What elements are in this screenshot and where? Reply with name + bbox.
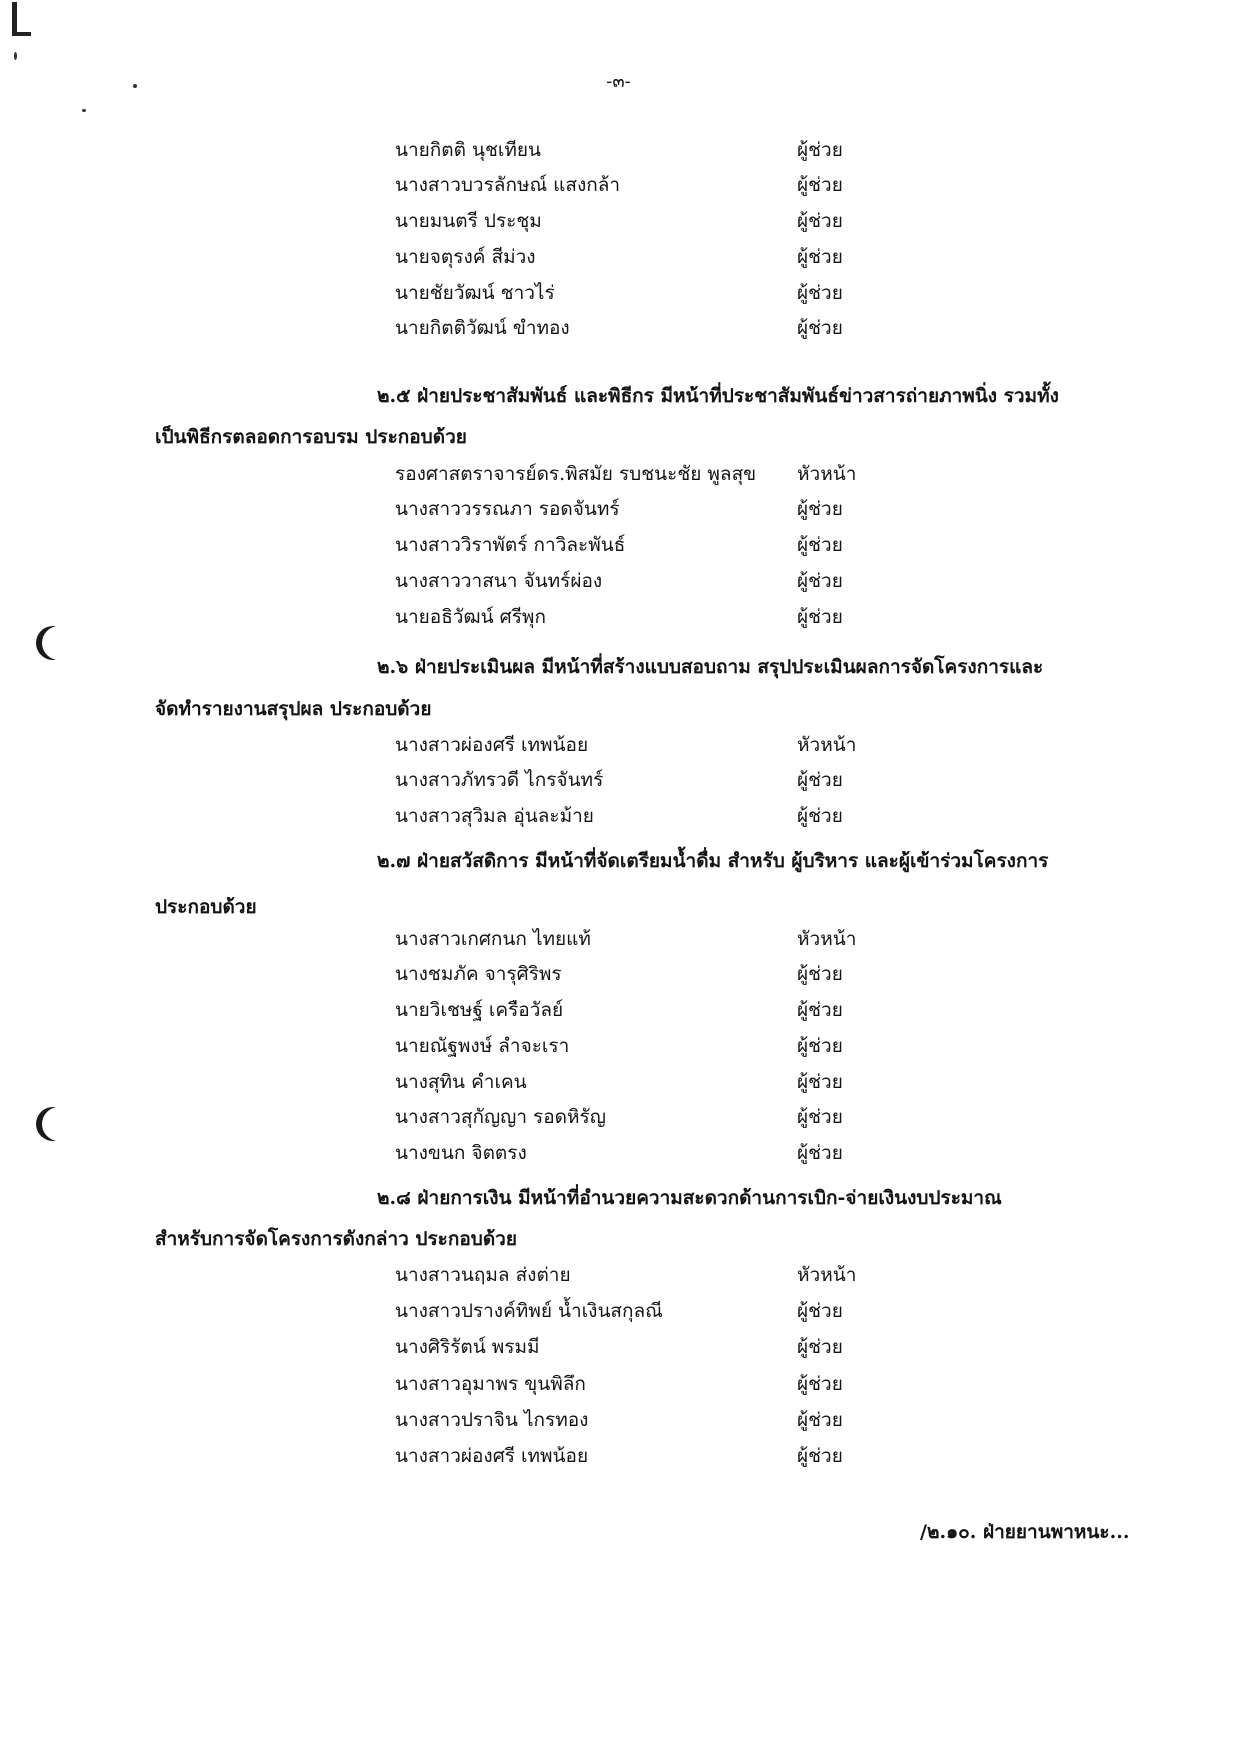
member-name: นายชัยวัฒน์ ชาวไร่ — [395, 282, 555, 304]
member-name: นางสาววาสนา จันทร์ผ่อง — [395, 570, 603, 592]
section-heading-continuation: สำหรับการจัดโครงการดังกล่าว ประกอบด้วย — [155, 1228, 517, 1250]
scan-speck — [14, 52, 17, 60]
member-role: ผู้ช่วย — [797, 317, 843, 339]
member-name: นางสาวเกศกนก ไทยแท้ — [395, 928, 591, 950]
member-role: ผู้ช่วย — [797, 1300, 843, 1322]
member-name: นางสาวอุมาพร ขุนพิลึก — [395, 1373, 586, 1395]
member-role: ผู้ช่วย — [797, 963, 843, 985]
member-role: ผู้ช่วย — [797, 174, 843, 196]
member-name: นางสาวภัทรวดี ไกรจันทร์ — [395, 769, 604, 791]
member-role: ผู้ช่วย — [797, 1106, 843, 1128]
member-role: ผู้ช่วย — [797, 210, 843, 232]
member-name: นางสาววิราพัตร์ กาวิละพันธ์ — [395, 534, 626, 556]
member-role: ผู้ช่วย — [797, 246, 843, 268]
member-name: นายอธิวัฒน์ ศรีพุก — [395, 606, 546, 628]
member-name: นางสุทิน คำเคน — [395, 1071, 527, 1093]
member-role: หัวหน้า — [797, 463, 857, 485]
member-name: นางสาวบวรลักษณ์ แสงกล้า — [395, 174, 621, 196]
member-role: ผู้ช่วย — [797, 282, 843, 304]
punch-hole-mark-upper — [42, 626, 76, 660]
member-name: นายวิเชษฐ์ เครือวัลย์ — [395, 999, 564, 1021]
member-name: นางสาวสุวิมล อุ่นละม้าย — [395, 805, 594, 827]
member-role: ผู้ช่วย — [797, 1035, 843, 1057]
section-heading-continuation: ประกอบด้วย — [155, 896, 257, 918]
member-role: ผู้ช่วย — [797, 1142, 843, 1164]
member-role: ผู้ช่วย — [797, 1336, 843, 1358]
member-role: ผู้ช่วย — [797, 1409, 843, 1431]
member-role: ผู้ช่วย — [797, 1373, 843, 1395]
page-number: -๓- — [606, 71, 631, 92]
member-role: ผู้ช่วย — [797, 498, 843, 520]
member-role: ผู้ช่วย — [797, 805, 843, 827]
member-name: นางสาวปรางค์ทิพย์ น้ำเงินสกุลณี — [395, 1300, 663, 1322]
member-name: นางสาวผ่องศรี เทพน้อย — [395, 734, 589, 756]
scan-speck — [82, 109, 86, 112]
continuation-footer: /๒.๑๐. ฝ่ายยานพาหนะ... — [920, 1521, 1130, 1543]
member-role: ผู้ช่วย — [797, 999, 843, 1021]
member-name: นายณัฐพงษ์ ลำจะเรา — [395, 1035, 570, 1057]
member-role: ผู้ช่วย — [797, 139, 843, 161]
member-role: ผู้ช่วย — [797, 534, 843, 556]
member-role: หัวหน้า — [797, 928, 857, 950]
member-role: ผู้ช่วย — [797, 606, 843, 628]
member-name: นางขนก จิตตรง — [395, 1142, 527, 1164]
scan-mark-top-left — [12, 2, 31, 36]
member-name: นายกิตติ นุชเทียน — [395, 139, 542, 161]
section-heading: ๒.๘ ฝ่ายการเงิน มีหน้าที่อำนวยความสะดวกด้านการเบิก-จ่ายเงินงบประมาณ — [377, 1187, 1002, 1209]
member-name: นางชมภัค จารุศิริพร — [395, 963, 562, 985]
member-name: นางสาววรรณภา รอดจันทร์ — [395, 498, 620, 520]
member-name: รองศาสตราจารย์ดร.พิสมัย รบชนะชัย พูลสุข — [395, 463, 757, 485]
member-name: นางสาวปราจิน ไกรทอง — [395, 1409, 589, 1431]
section-heading-continuation: จัดทำรายงานสรุปผล ประกอบด้วย — [155, 698, 432, 720]
punch-hole-mark-lower — [42, 1107, 76, 1141]
member-name: นายจตุรงค์ สีม่วง — [395, 246, 536, 268]
member-name: นางสาวผ่องศรี เทพน้อย — [395, 1445, 589, 1467]
member-name: นางสาวสุกัญญา รอดหิรัญ — [395, 1106, 606, 1128]
section-heading-continuation: เป็นพิธีกรตลอดการอบรม ประกอบด้วย — [155, 426, 467, 448]
member-role: หัวหน้า — [797, 1264, 857, 1286]
member-name: นายกิตติวัฒน์ ขำทอง — [395, 317, 570, 339]
member-name: นางศิริรัตน์ พรมมี — [395, 1336, 540, 1358]
member-name: นายมนตรี ประชุม — [395, 210, 542, 232]
member-role: ผู้ช่วย — [797, 769, 843, 791]
section-heading: ๒.๗ ฝ่ายสวัสดิการ มีหน้าที่จัดเตรียมน้ำดื่ม สำหรับ ผู้บริหาร และผู้เข้าร่วมโครงการ — [377, 850, 1049, 872]
member-role: ผู้ช่วย — [797, 1071, 843, 1093]
section-heading: ๒.๕ ฝ่ายประชาสัมพันธ์ และพิธีกร มีหน้าที่ประชาสัมพันธ์ข่าวสารถ่ายภาพนิ่ง รวมทั้ง — [377, 385, 1059, 407]
member-role: ผู้ช่วย — [797, 1445, 843, 1467]
member-role: หัวหน้า — [797, 734, 857, 756]
member-name: นางสาวนฤมล ส่งต่าย — [395, 1264, 571, 1286]
member-role: ผู้ช่วย — [797, 570, 843, 592]
section-heading: ๒.๖ ฝ่ายประเมินผล มีหน้าที่สร้างแบบสอบถาม สรุปประเมินผลการจัดโครงการและ — [377, 656, 1044, 678]
